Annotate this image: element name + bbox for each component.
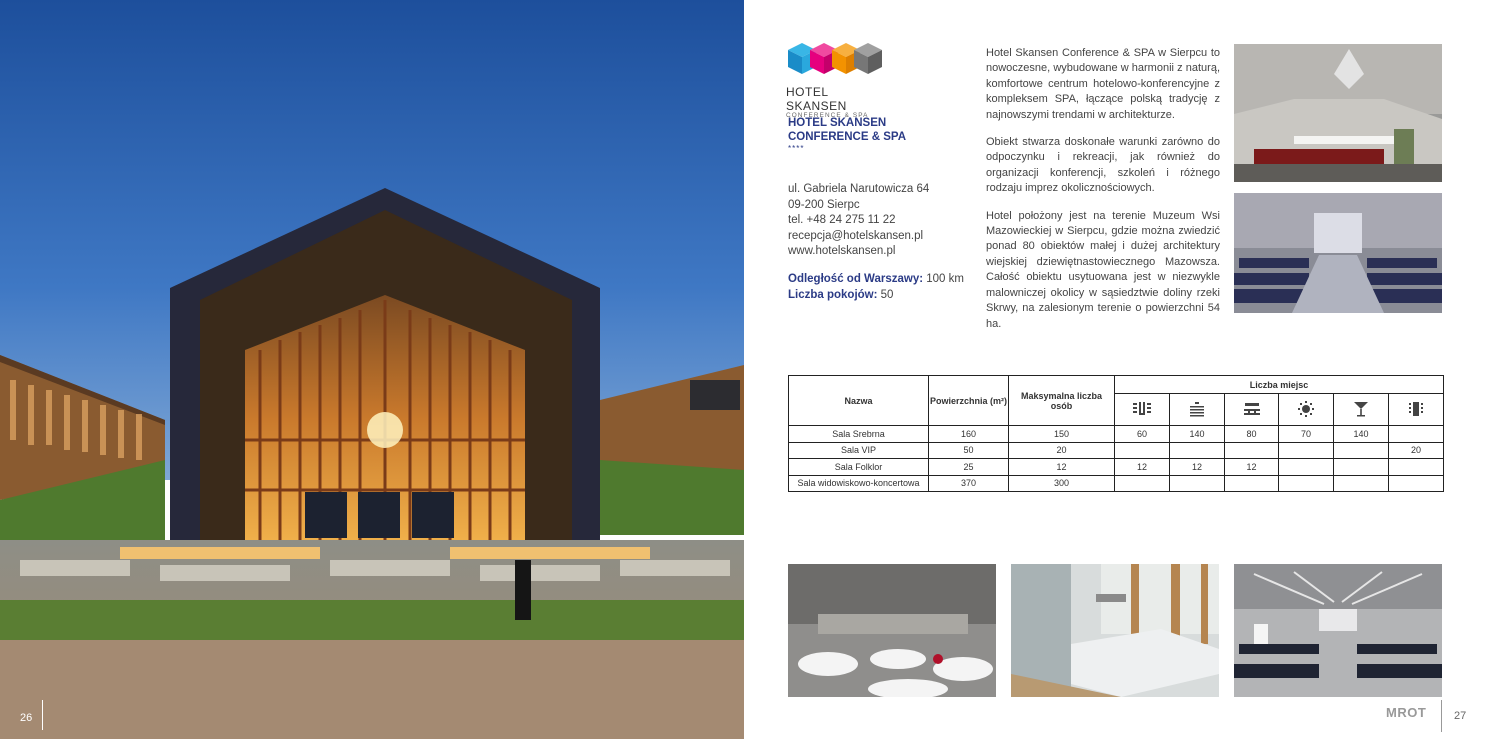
seats-cocktail bbox=[1334, 442, 1389, 459]
column-header-name: Nazwa bbox=[789, 376, 929, 426]
hotel-description bbox=[986, 46, 1220, 344]
distance-row bbox=[788, 272, 964, 288]
column-header-seats: Liczba miejsc bbox=[1115, 376, 1444, 394]
seats-cocktail bbox=[1334, 459, 1389, 476]
table-row bbox=[789, 475, 1444, 492]
room-max: 300 bbox=[1009, 475, 1115, 492]
logo-subtitle: CONFERENCE & SPA bbox=[786, 112, 869, 119]
page-divider bbox=[1441, 700, 1442, 732]
room-name: Sala VIP bbox=[789, 442, 929, 459]
logo-name: HOTEL SKANSEN bbox=[786, 85, 847, 113]
table-row bbox=[789, 459, 1444, 476]
room-max: 20 bbox=[1009, 442, 1115, 459]
room-name: Sala widowiskowo-koncertowa bbox=[789, 475, 929, 492]
table-row bbox=[789, 442, 1444, 459]
seats-classroom: 12 bbox=[1170, 459, 1225, 476]
rooms-value: 50 bbox=[880, 288, 894, 301]
seats-boardroom bbox=[1389, 426, 1444, 443]
seats-banquet: 70 bbox=[1279, 426, 1334, 443]
room-area: 50 bbox=[929, 442, 1009, 459]
page-divider bbox=[42, 700, 43, 730]
distance-value: 100 km bbox=[926, 273, 964, 285]
boardroom-icon bbox=[1389, 394, 1444, 426]
seats-banquet bbox=[1279, 442, 1334, 459]
facts-block bbox=[788, 272, 964, 303]
seats-u-shape bbox=[1225, 442, 1279, 459]
seats-u-shape: 12 bbox=[1225, 459, 1279, 476]
seats-banquet bbox=[1279, 459, 1334, 476]
address-street: ul. Gabriela Narutowicza 64 bbox=[788, 183, 930, 195]
classroom-icon bbox=[1170, 394, 1225, 426]
table-row bbox=[789, 426, 1444, 443]
distance-label: Odległość od Warszawy: bbox=[788, 273, 924, 285]
seats-boardroom bbox=[1389, 475, 1444, 492]
column-header-max: Maksymalna liczba osób bbox=[1009, 376, 1115, 426]
seats-cocktail: 140 bbox=[1334, 426, 1389, 443]
theater-icon bbox=[1115, 394, 1170, 426]
seats-boardroom bbox=[1389, 459, 1444, 476]
seats-u-shape bbox=[1225, 475, 1279, 492]
contact-block bbox=[788, 182, 929, 260]
description-paragraph: Obiekt stwarza doskonałe warunki zarówno do odpoczynku i rekreacji, jak również do organizacji konferencji, szkoleń i różnego rodzaju imprez okolicznościowych. bbox=[986, 136, 1220, 195]
restaurant-photo bbox=[788, 564, 996, 697]
conference-rooms-table bbox=[788, 375, 1444, 492]
seats-theater bbox=[1115, 475, 1170, 492]
room-area: 370 bbox=[929, 475, 1009, 492]
seats-classroom bbox=[1170, 442, 1225, 459]
bedroom-photo bbox=[1011, 564, 1219, 697]
rooms-label: Liczba pokojów: bbox=[788, 288, 878, 301]
mrot-logo: MROT bbox=[1386, 705, 1427, 720]
address-city: 09-200 Sierpc bbox=[788, 198, 860, 211]
email-link[interactable]: recepcja@hotelskansen.pl bbox=[788, 229, 924, 242]
seats-theater: 12 bbox=[1115, 459, 1170, 476]
u-shape-icon bbox=[1225, 394, 1279, 426]
hotel-logo bbox=[786, 42, 886, 119]
room-max: 12 bbox=[1009, 459, 1115, 476]
banquet-icon bbox=[1279, 394, 1334, 426]
phone: tel. +48 24 275 11 22 bbox=[788, 214, 896, 226]
room-name: Sala Folklor bbox=[789, 459, 929, 476]
page-number-left: 26 bbox=[20, 712, 33, 724]
description-paragraph: Hotel Skansen Conference & SPA w Sierpcu to nowoczesne, wybudowane w harmonii z naturą, komfortowe centrum hotelowo-konferencyjne z kompleksem SPA, łączące polską tradycję z najnowszymi trendami w architekturze. bbox=[986, 47, 1220, 121]
seats-banquet bbox=[1279, 475, 1334, 492]
lobby-photo bbox=[1234, 44, 1442, 182]
cocktail-icon bbox=[1334, 394, 1389, 426]
website-link[interactable]: www.hotelskansen.pl bbox=[788, 245, 896, 257]
room-max: 150 bbox=[1009, 426, 1115, 443]
page-number-right: 27 bbox=[1454, 710, 1467, 722]
room-area: 160 bbox=[929, 426, 1009, 443]
logo-cubes-icon bbox=[786, 42, 882, 78]
conference-room-photo bbox=[1234, 564, 1442, 697]
seats-theater: 60 bbox=[1115, 426, 1170, 443]
column-header-area: Powierzchnia (m²) bbox=[929, 376, 1009, 426]
seats-theater bbox=[1115, 442, 1170, 459]
seats-u-shape: 80 bbox=[1225, 426, 1279, 443]
hotel-title: HOTEL SKANSEN CONFERENCE & SPA bbox=[788, 117, 906, 143]
seats-boardroom: 20 bbox=[1389, 442, 1444, 459]
seats-cocktail bbox=[1334, 475, 1389, 492]
room-name: Sala Srebrna bbox=[789, 426, 929, 443]
auditorium-photo bbox=[1234, 193, 1442, 313]
description-paragraph: Hotel położony jest na terenie Muzeum Wsi Mazowieckiej w Sierpcu, gdzie można zwiedzić ponad 80 obiektów małej i dużej architektury wiejskiej dziewiętnastowiecznego Mazowsza. Całość obiektu usytuowana jest w niezwykle malowniczej okolicy w sąsiedztwie doliny rzeki Skrwy, na zalesionym terenie o powierzchni 54 ha. bbox=[986, 209, 1220, 330]
hotel-stars: **** bbox=[788, 144, 805, 153]
room-area: 25 bbox=[929, 459, 1009, 476]
seats-classroom: 140 bbox=[1170, 426, 1225, 443]
seats-classroom bbox=[1170, 475, 1225, 492]
rooms-row bbox=[788, 288, 964, 304]
